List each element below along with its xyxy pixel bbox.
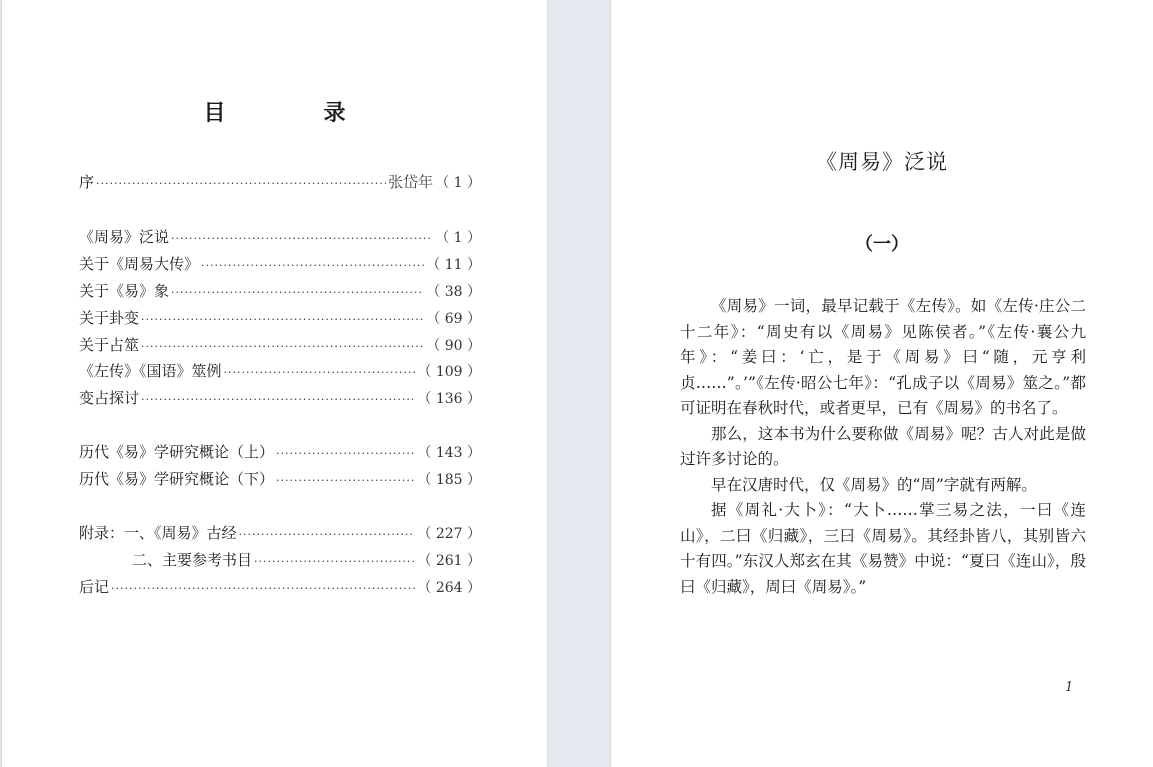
toc-entry-label: 附录：一、《周易》古经 — [79, 524, 237, 542]
toc-entry-page: （ 90 ） — [426, 338, 481, 354]
paragraph: 早在汉唐时代，仅《周易》的“周”字就有两解。 — [711, 475, 1037, 494]
toc-entry-page: （ 227 ） — [417, 526, 481, 542]
toc-leader-dots — [96, 173, 386, 195]
toc-entry-page: （ 11 ） — [426, 257, 481, 273]
toc-entry-label: 关于占筮 — [79, 336, 140, 354]
body-text — [680, 294, 1086, 600]
toc-entry[interactable] — [79, 360, 481, 382]
toc-leader-dots — [111, 578, 415, 600]
toc-entry-label: 关于《易》象 — [79, 282, 170, 300]
toc-entry-preface[interactable] — [79, 171, 481, 193]
toc-entry-page: （ 1 ） — [435, 230, 481, 246]
toc-entry-label: 历代《易》学研究概论（上） — [79, 443, 275, 461]
toc-entry[interactable] — [79, 307, 481, 329]
paragraph: 那么，这本书为什么要称做《周易》呢？古人对此是做过许多讨论的。 — [680, 424, 1086, 468]
toc-entry-label: 序 — [79, 173, 95, 191]
toc-leader-dots — [141, 389, 415, 411]
toc-entry[interactable] — [79, 468, 481, 490]
toc-entry[interactable] — [79, 226, 481, 248]
chapter-title: 《周易》泛说 — [816, 150, 948, 174]
toc-leader-dots — [141, 336, 424, 358]
toc-entry[interactable] — [79, 387, 481, 409]
toc-entry-label: 历代《易》学研究概论（下） — [79, 470, 275, 488]
toc-entry-page: （ 264 ） — [417, 580, 481, 596]
toc-entry[interactable] — [79, 280, 481, 302]
toc-entry-page: （ 109 ） — [417, 364, 481, 380]
toc-leader-dots — [141, 309, 424, 331]
toc-entry-afterword[interactable] — [79, 576, 481, 598]
toc-entry[interactable] — [79, 253, 481, 275]
paragraph: 《周易》一词，最早记载于《左传》。如《左传·庄公二十二年》：“周史有以《周易》见陈侯者。”《左传·襄公九年》：“姜曰：‘亡，是于《周易》曰“随，元亨利贞……”。’”《左传·昭公七年》：“孔成子以《周易》筮之。”都可证明在春秋时代，或者更早，已有《周易》的书名了。 — [680, 297, 1086, 417]
toc-page[interactable] — [2, 0, 547, 767]
page-number: 1 — [1065, 680, 1074, 695]
toc-entry-label: 《周易》泛说 — [79, 228, 170, 246]
toc-entry-page: （ 185 ） — [417, 472, 481, 488]
toc-leader-dots — [171, 282, 424, 304]
toc-leader-dots — [276, 470, 415, 492]
toc-entry-page: （ 38 ） — [426, 284, 481, 300]
toc-leader-dots — [224, 362, 416, 384]
toc-entry-label: 变占探讨 — [79, 389, 140, 407]
toc-entry-label: 关于《周易大传》 — [79, 255, 200, 273]
toc-entry-author: 张岱年 — [388, 173, 434, 191]
toc-entry-page: （ 1 ） — [435, 175, 481, 191]
toc-entry-page: （ 261 ） — [417, 553, 481, 569]
toc-title: 目 录 — [203, 101, 384, 126]
toc-entry-label: 后记 — [79, 578, 110, 596]
toc-entry-label: 二、主要参考书目 — [132, 551, 253, 569]
toc-entry-page: （ 143 ） — [417, 445, 481, 461]
toc-entry-appendix-2[interactable] — [132, 549, 481, 571]
toc-leader-dots — [254, 551, 415, 573]
toc-leader-dots — [201, 255, 424, 277]
toc-entry[interactable] — [79, 334, 481, 356]
toc-entry-page: （ 69 ） — [426, 311, 481, 327]
toc-leader-dots — [239, 524, 416, 546]
paragraph: 据《周礼·大卜》：“大卜……掌三易之法，一曰《连山》，二曰《归藏》，三曰《周易》。其经卦皆八，其别皆六十有四。”东汉人郑玄在其《易赞》中说：“夏曰《连山》，殷曰《归藏》，周曰《周易》。” — [680, 501, 1086, 596]
toc-entry-label: 《左传》《国语》筮例 — [79, 362, 222, 380]
text-page[interactable] — [611, 0, 1153, 767]
toc-entry-appendix-1[interactable] — [79, 522, 481, 544]
toc-entry-label: 关于卦变 — [79, 309, 140, 327]
toc-entry-page: （ 136 ） — [417, 391, 481, 407]
section-heading: （一） — [855, 234, 909, 255]
toc-leader-dots — [276, 443, 415, 465]
toc-entry[interactable] — [79, 441, 481, 463]
toc-leader-dots — [171, 228, 433, 250]
